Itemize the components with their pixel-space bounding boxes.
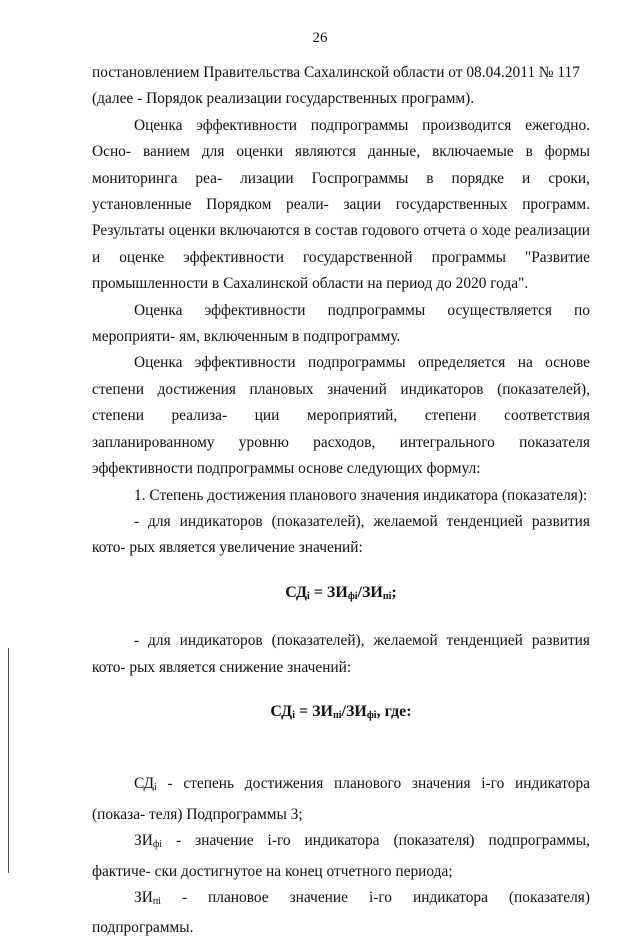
definition-zip: $ЗИ_{пi}$ - плановое значение i-го индикатора (показателя) подпрограммы. <box>92 888 590 937</box>
paragraph-3: Оценка эффективности подпрограммы осуществляется по мероприяти- ям, включенным в подпрограмму. <box>92 301 590 346</box>
formula-increase: $СД_i = ЗИ_{фi}/ЗИ_{пi}$; <box>285 583 397 602</box>
case-decrease: - для индикаторов (показателей), желаемой тенденцией развития кото- рых является снижение значений: <box>92 632 590 676</box>
case-increase: - для индикаторов (показателей), желаемой тенденцией развития кото- рых является увеличение значений: <box>92 512 590 557</box>
paragraph-2: Оценка эффективности подпрограммы производится ежегодно. Осно- ванием для оценки являются данные, включаемые в формы мониторинга реа- лизации Госпрограммы в порядке и сроки, установленные Порядком реали- зации государственных программ. Результаты оценки включаются в состав годового отчета о ходе реализации и оценке эффективности государственной программы "Развитие промышленности в Сахалинской области на период до 2020 года". <box>92 116 590 293</box>
paragraph-4: Оценка эффективности подпрограммы определяется на основе степени достижения плановых значений индикаторов (показателей), степени реализа- ции мероприятий, степени соответствия запланированному уровню расходов, интегрального показателя эффективности подпрограммы основе следующих формул: <box>92 354 590 478</box>
scan-edge-line <box>8 648 9 873</box>
definition-sd: $СД_i$ - степень достижения планового значения i-го индикатора (показа- теля) Подпрограммы 3; <box>92 775 590 823</box>
definition-zif: $ЗИ_{фi}$ - значение i-го индикатора (показателя) подпрограммы, фактиче- ски достигнутое на конец отчетного периода; <box>92 832 590 880</box>
document-body <box>92 60 590 942</box>
formula-decrease: $СД_i = ЗИ_{пi}/ЗИ_{фi}$, где: <box>270 702 412 721</box>
paragraph-1: постановлением Правительства Сахалинской области от 08.04.2011 № 117 (далее - Порядок реализации государственных программ). <box>92 64 580 108</box>
page-number: 26 <box>312 30 328 46</box>
list-item-1: 1. Степень достижения планового значения индикатора (показателя): <box>134 486 588 504</box>
